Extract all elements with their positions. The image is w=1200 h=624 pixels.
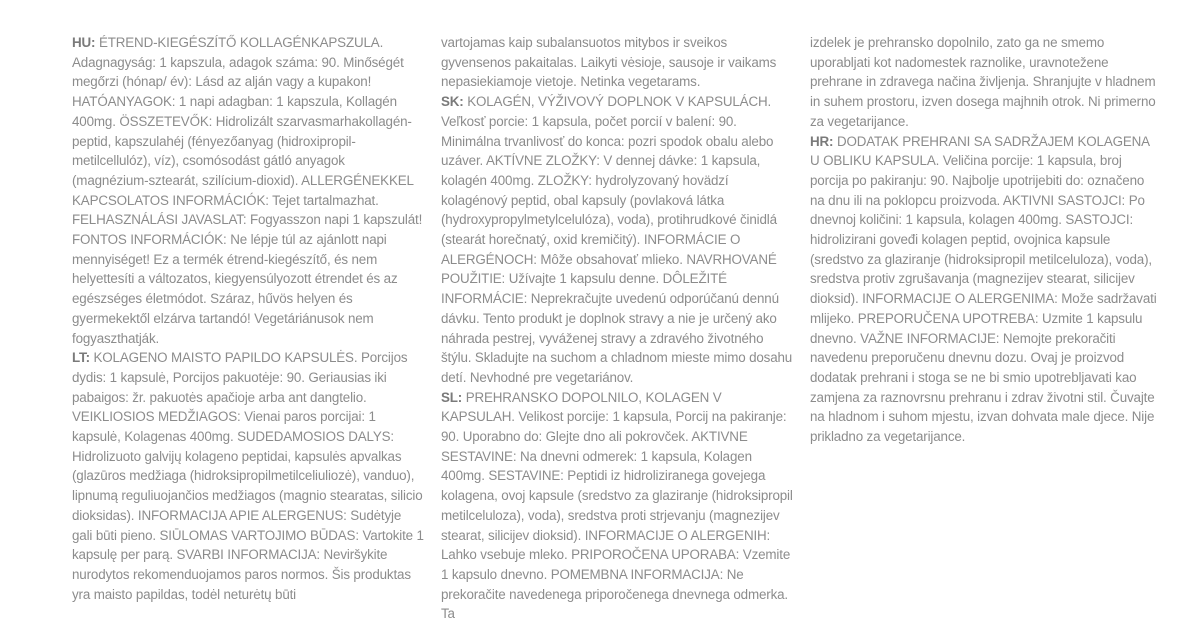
text-sl-continued: izdelek je prehransko dopolnilo, zato ga ne smemo uporabljati kot nadomestek raznolike, uravnotežene prehrane in zdravega načina življenja. Shranjujte v hladnem in suhem prostoru, izven dosega majhnih otrok. Ni primerno za vegetarijance. — [810, 35, 1156, 129]
lang-code-sl: SL: — [441, 389, 463, 405]
text-sk: KOLAGÉN, VÝŽIVOVÝ DOPLNOK V KAPSULÁCH. Veľkosť porcie: 1 kapsula, počet porcií v balení: 90. Minimálna trvanlivosť do konca: pozri spodok obalu alebo uzáver. AKTÍVNE ZLOŽKY: V dennej dávke: 1 kapsula, kolagén 400mg. ZLOŽKY: hydrolyzovaný hovädzí kolagénový peptid, obal kapsuly (povlaková látka (hydroxypropylmetylcelulóza), voda), protihrudkové činidlá (stearát horečnatý, oxid kremičitý). INFORMÁCIE O ALERGÉNOCH: Môže obsahovať mlieko. NAVRHOVANÉ POUŽITIE: Užívajte 1 kapsulu denne. DÔLEŽITÉ INFORMÁCIE: Neprekračujte uvedenú odporúčanú dennú dávku. Tento produkt je doplnok stravy a nie je určený ako náhrada pestrej, vyváženej stravy a zdravého životného štýlu. Skladujte na suchom a chladnom mieste mimo dosahu detí. Nevhodné pre vegetariánov. — [441, 94, 793, 385]
lang-code-lt: LT: — [72, 350, 90, 366]
lang-code-hr: HR: — [810, 133, 834, 149]
text-hu: ÉTREND-KIEGÉSZÍTŐ KOLLAGÉNKAPSZULA. Adagnagyság: 1 kapszula, adagok száma: 90. Minőségét megőrzi (hónap/ év): Lásd az alján vagy a kupakon! HATÓANYAGOK: 1 napi adagban: 1 kapszula, Kollagén 400mg. ÖSSZETEVŐK: Hidrolizált szarvasmarhakollagén-peptid, kapszulahéj (fényezőanyag (hidroxipropil-metilcellulóz), víz), csomósodást gátló anyagok (magnézium-sztearát, szilícium-dioxid). ALLERGÉNEKKEL KAPCSOLATOS INFORMÁCIÓK: Tejet tartalmazhat. FELHASZNÁLÁSI JAVASLAT: Fogyasszon napi 1 kapszulát! FONTOS INFORMÁCIÓK: Ne lépje túl az ajánlott napi mennyiséget! Ez a termék étrend-kiegészítő, és nem helyettesíti a változatos, kiegyensúlyozott étrendet és az egészséges életmódot. Száraz, hűvös helyen és gyermekektől elzárva tartandó! Vegetáriánusok nem fogyaszthatják. — [72, 35, 423, 346]
text-lt-continued: vartojamas kaip subalansuotos mitybos ir sveikos gyvensenos pakaitalas. Laikyti vėsioje, sausoje ir vaikams nepasiekiamoje vietoje. Netinka vegetarams. — [441, 35, 777, 90]
section-sl — [441, 390, 793, 622]
text-column-1 — [72, 33, 424, 604]
text-hr: DODATAK PREHRANI SA SADRŽAJEM KOLAGENA U OBLIKU KAPSULA. Veličina porcije: 1 kapsula, broj porcija po pakiranju: 90. Najbolje upotrijebiti do: označeno na dnu ili na poklopcu proizvoda. AKTIVNI SASTOJCI: Po dnevnoj količini: 1 kapsula, kolagen 400mg. SASTOJCI: hidrolizirani goveđi kolagen peptid, ovojnica kapsule (sredstvo za glaziranje (hidroksipropil metilceluloza), voda), sredstva protiv zgrušavanja (magnezijev stearat, silicijev dioksid). INFORMACIJE O ALERGENIMA: Može sadržavati mlijeko. PREPORUČENA UPOTREBA: Uzmite 1 kapsulu dnevno. VAŽNE INFORMACIJE: Nemojte prekoračiti navedenu preporučenu dnevnu dozu. Ovaj je proizvod dodatak prehrani i stoga se ne bi smio upotrebljavati kao zamjena za raznovrsnu prehranu i zdrav životni stil. Čuvajte na hladnom i suhom mjestu, izvan dohvata male djece. Nije prikladno za vegetarijance. — [810, 133, 1157, 445]
section-lt — [72, 350, 424, 601]
section-sk — [441, 94, 792, 385]
lang-code-sk: SK: — [441, 94, 464, 110]
lang-code-hu: HU: — [72, 35, 96, 50]
text-lt: KOLAGENO MAISTO PAPILDO KAPSULĖS. Porcijos dydis: 1 kapsulė, Porcijos pakuotėje: 90. Geriausias iki pabaigos: žr. pakuotės apačioje arba ant dangtelio. VEIKLIOSIOS MEDŽIAGOS: Vienai paros porcijai: 1 kapsulė, Kolagenas 400mg. SUDEDAMOSIOS DALYS: Hidrolizuoto galvijų kolageno peptidai, kapsulės apvalkas (glazūros medžiaga (hidroksipropilmetilceliuliozė), vanduo), lipnumą reguliuojančios medžiagos (magnio stearatas, silicio dioksidas). INFORMACIJA APIE ALERGENUS: Sudėtyje gali būti pieno. SIŪLOMAS VARTOJIMO BŪDAS: Vartokite 1 kapsulę per parą. SVARBI INFORMACIJA: Neviršykite nurodytos rekomenduojamos paros normos. Šis produktas yra maisto papildas, todėl neturėtų būti — [72, 350, 424, 602]
section-hu — [72, 35, 422, 346]
text-sl: PREHRANSKO DOPOLNILO, KOLAGEN V KAPSULAH. Velikost porcije: 1 kapsula, Porcij na pakiranje: 90. Uporabno do: Glejte dno ali pokrovček. AKTIVNE SESTAVINE: Na dnevni odmerek: 1 kapsula, Kolagen 400mg. SESTAVINE: Peptidi iz hidroliziranega govejega kolagena, ovoj kapsule (sredstvo za glaziranje (hidroksipropil metilceluloza), voda), sredstva proti strjevanju (magnezijev stearat, silicijev dioksid). INFORMACIJE O ALERGENIH: Lahko vsebuje mleko. PRIPOROČENA UPORABA: Vzemite 1 kapsulo dnevno. POMEMBNA INFORMACIJA: Ne prekoračite navedenega priporočenega dnevnega odmerka. Ta — [441, 389, 793, 622]
section-hr — [810, 134, 1157, 445]
text-column-3 — [810, 33, 1162, 447]
text-column-2 — [441, 33, 793, 624]
